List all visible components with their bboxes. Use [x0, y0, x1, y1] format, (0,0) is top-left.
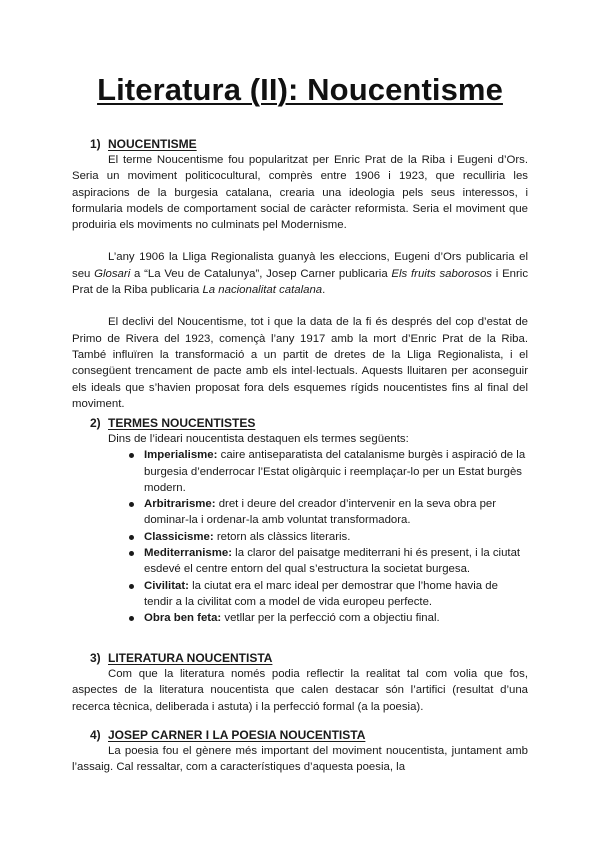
list-item: Classicisme: retorn als clàssics literaris. [126, 529, 528, 545]
section-heading [72, 727, 528, 743]
list-item: Mediterranisme: la claror del paisatge mediterrani hi és present, i la ciutat esdevé el centre entorn del qual s’estructura la societat burgesa. [126, 545, 528, 578]
paragraph: Com que la literatura només podia reflectir la realitat tal com volia que fos, aspectes de la literatura noucentista que calen destacar són l’artifici (resultat d’una recerca tècnica, deliberada i astuta) i la perfecció formal (a la poesia). [72, 668, 528, 713]
section-heading [72, 650, 528, 666]
section-title: LITERATURA NOUCENTISTA [108, 651, 273, 665]
paragraph: Dins de l’ideari noucentista destaquen els termes següents: [108, 433, 409, 445]
paragraph: El terme Noucentisme fou popularitzat per Enric Prat de la Riba i Eugeni d’Ors. Seria un moviment politicocultural, comprès entre 1906 i 1923, que reculliria les aspiracions de la burgesia catalana, crearia una ideologia pels seus interessos, i formularia models de comportament social de caràcter reformista. Seria el moviment que produiria els moviments no culminats pel Modernisme. [72, 154, 528, 232]
list-item: Obra ben feta: vetllar per la perfecció com a objectiu final. [126, 610, 528, 626]
section-heading [72, 415, 528, 431]
section-number: 3) [90, 651, 101, 665]
page-title: Literatura (II): Noucentisme [97, 72, 503, 107]
paragraph: El declivi del Noucentisme, tot i que la data de la fi és després del cop d’estat de Primo de Rivera del 1923, començà l’any 1917 amb la mort d’Enric Prat de la Riba. També influïren la transformació a un partit de dretes de la Lliga Regionalista, i el consegüent trencament de pacte amb els intel·lectuals. Aquests lluitaren per aconseguir els ideals que s’havien proposat fora dels esquemes rígids noucentistes fins al final del moviment. [72, 316, 528, 410]
section-title: TERMES NOUCENTISTES [108, 416, 256, 430]
section-literatura-noucentista [72, 650, 528, 715]
section-number: 2) [90, 416, 101, 430]
section-title: JOSEP CARNER I LA POESIA NOUCENTISTA [108, 728, 366, 742]
paragraph: L’any 1906 la Lliga Regionalista guanyà les eleccions, Eugeni d’Ors publicaria el seu Glosari a “La Veu de Catalunya”, Josep Carner publicaria Els fruits saborosos i Enric Prat de la Riba publicaria La nacionalitat catalana. [72, 251, 529, 297]
section-number: 1) [90, 137, 101, 151]
paragraph: La poesia fou el gènere més important del moviment noucentista, juntament amb l’assaig. Cal ressaltar, com a característiques d’aquesta poesia, la [72, 745, 528, 774]
section-title: NOUCENTISME [108, 137, 197, 151]
section-noucentisme [72, 136, 528, 412]
section-number: 4) [90, 728, 101, 742]
list-item: Civilitat: la ciutat era el marc ideal per demostrar que l’home havia de tendir a la civilitat com a model de vida europeu perfecte. [126, 578, 528, 611]
section-heading [72, 136, 528, 152]
section-termes-noucentistes [72, 415, 528, 627]
terms-list [126, 447, 528, 626]
section-josep-carner [72, 727, 528, 776]
list-item: Imperialisme: caire antiseparatista del catalanisme burgès i aspiració de la burgesia d’enderrocar l’Estat oligàrquic i reemplaçar-lo per un Estat burgès modern. [126, 447, 528, 496]
list-item: Arbitrarisme: dret i deure del creador d’intervenir en la seva obra per dominar-la i ordenar-la amb voluntat transformadora. [126, 496, 528, 529]
